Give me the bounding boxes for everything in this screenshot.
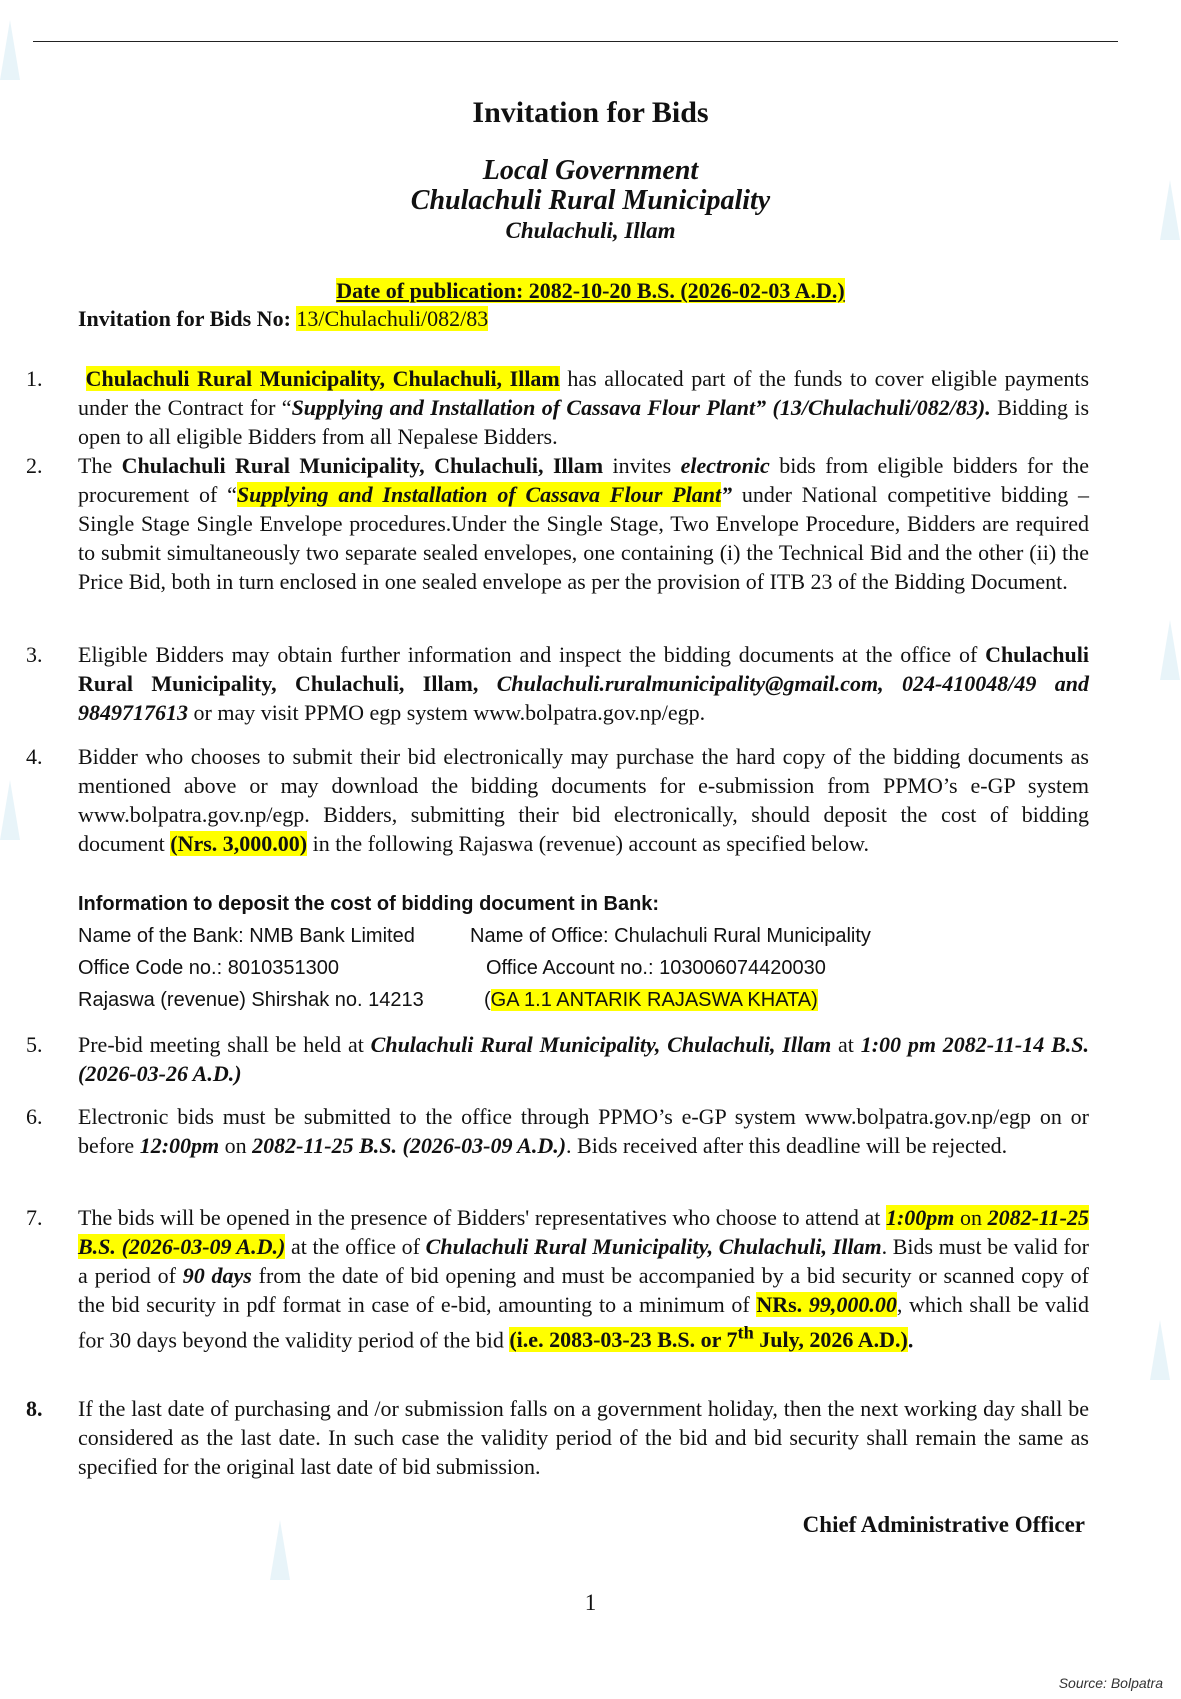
clause-1-text-end: Bidding is open to all eligible Bidders from all Nepalese Bidders. [78,395,1090,449]
clause-2-org: Chulachuli Rural Municipality, Chulachuli, Illam [121,453,604,478]
clause-number: 8. [26,1396,43,1421]
office-code: Office Code no.: 8010351300 [78,957,339,979]
clause-2-electronic: electronic [680,453,770,478]
bid-number [78,306,488,332]
clause-5-text: at [831,1032,861,1057]
clause-3-org: Chulachuli Rural Municipality, Chulachuli, Illam, [78,642,1089,696]
clause-7-text: The bids will be opened in the presence of Bidders' representatives who choose to attend at [78,1205,886,1230]
clause-number: 6. [26,1104,43,1129]
clause-6 [26,1102,1089,1160]
watermark-arrow-icon [0,780,20,840]
source-credit: Source: Bolpatra [1058,1675,1163,1691]
clause-7-time: 1:00pm [885,1205,955,1230]
bank-name: Name of the Bank: NMB Bank Limited [78,925,415,947]
clause-2-quote: ” [721,482,733,507]
clause-6-text-end: . Bids received after this deadline will be rejected. [566,1133,1008,1158]
clause-7-on: on [954,1205,988,1230]
clause-7-validity-end: July, 2026 A.D.) [753,1327,908,1353]
clause-7-validity: (i.e. 2083-03-23 B.S. or 7 [509,1327,738,1353]
org-line-1: Local Government [482,155,699,186]
clause-3 [26,640,1089,727]
clause-3-text-end: or may visit PPMO egp system www.bolpatra.gov.np/egp. [188,700,706,725]
page-number: 1 [584,1590,597,1615]
office-account: Office Account no.: 103006074420030 [486,957,826,979]
clause-8 [26,1394,1089,1481]
clause-number: 7. [26,1205,43,1230]
clause-7 [26,1203,1089,1354]
clause-7-sup: th [737,1323,754,1343]
clause-7-text: from the date of bid opening and must be accompanied by a bid security or scanned copy of the bid security in pdf format in case of e-bid, amounting to a minimum of [78,1263,1090,1317]
clause-6-date: 2082-11-25 B.S. (2026-03-09 A.D.) [252,1133,567,1158]
clause-number: 1. [26,366,43,391]
bid-number-value: 13/Chulachuli/082/83 [296,306,489,331]
khata-paren: ( [484,989,491,1011]
clause-5-text: Pre-bid meeting shall be held at [78,1032,371,1057]
bid-number-label: Invitation for Bids No: [78,306,297,331]
clause-6-time: 12:00pm [139,1133,220,1158]
clause-5 [26,1030,1089,1088]
clause-7-nrs: NRs. [756,1292,809,1317]
clause-5-datetime: 1:00 pm 2082-11-14 B.S. (2026-03-26 A.D.) [78,1032,1089,1086]
clause-3-text: Eligible Bidders may obtain further information and inspect the bidding documents at the office of [78,642,986,667]
clause-4-cost: (Nrs. 3,000.00) [170,831,308,856]
top-rule [33,41,1118,42]
clause-1-org: Chulachuli Rural Municipality, Chulachuli, Illam [85,366,560,391]
clause-7-date: 2082-11-25 B.S. (2026-03-09 A.D.) [78,1205,1090,1259]
clause-2-text: invites [603,453,681,478]
clause-4 [26,742,1089,858]
watermark-arrow-icon [1160,620,1180,680]
org-line-3: Chulachuli, Illam [505,218,676,243]
clause-2-text: The [78,453,122,478]
bank-info-heading [78,888,659,920]
clause-number: 3. [26,642,43,667]
khata-text: GA 1.1 ANTARIK RAJASWA KHATA) [490,989,818,1011]
clause-3-contact: Chulachuli.ruralmunicipality@gmail.com, 024-410048/49 and 9849717613 [78,671,1090,725]
clause-number: 4. [26,744,43,769]
clause-1 [26,364,1089,451]
clause-8-text: If the last date of purchasing and /or submission falls on a government holiday, then the next working day shall be considered as the last date. In such case the validity period of the bid and bid security shall remain the same as specified for the original last date of bid submission. [78,1396,1089,1479]
watermark-arrow-icon [270,1520,290,1580]
publication-date-text: Date of publication: 2082-10-20 B.S. (2026-02-03 A.D.) [336,278,845,303]
clause-number: 2. [26,453,43,478]
clause-7-days: 90 days [182,1263,252,1288]
clause-4-text: Bidder who chooses to submit their bid electronically may purchase the hard copy of the bidding documents as mentioned above or may download the bidding documents for e-submission from PPMO’s e-GP system www.bolpatra.gov.np/egp. Bidders, submitting their bid electronically, should deposit the cost of bidding document [78,744,1089,856]
clause-7-text: , which shall be valid for 30 days beyond the validity period of the bid [78,1292,1089,1353]
rajaswa-shirshak: Rajaswa (revenue) Shirshak no. 14213 [78,989,424,1011]
office-name: Name of Office: Chulachuli Rural Municipality [470,925,871,947]
rajaswa-khata [484,984,818,1016]
clause-6-text: on [219,1133,253,1158]
signatory: Chief Administrative Officer [802,1512,1085,1537]
clause-1-contract: Supplying and Installation of Cassava Flour Plant” (13/Chulachuli/082/83). [291,395,991,420]
clause-7-org: Chulachuli Rural Municipality, Chulachuli, Illam [425,1234,882,1259]
watermark-arrow-icon [1150,1320,1170,1380]
clause-2-contract: Supplying and Installation of Cassava Flour Plant [236,482,722,507]
publication-date [0,278,1181,304]
clause-7-amount: 99,000.00 [808,1292,897,1317]
clause-4-text-end: in the following Rajaswa (revenue) account as specified below. [307,831,869,856]
watermark-arrow-icon [0,20,20,80]
clause-2 [26,451,1089,596]
clause-6-text: Electronic bids must be submitted to the office through PPMO’s e-GP system www.bolpatra.gov.np/egp on or before [78,1104,1089,1158]
clause-2-text: bids from eligible bidders for the procurement of “ [78,453,1089,507]
clause-7-text: . Bids must be valid for a period of [78,1234,1089,1288]
clause-1-text: has allocated part of the funds to cover eligible payments under the Contract for “ [78,366,1090,420]
clause-5-org: Chulachuli Rural Municipality, Chulachuli, Illam [370,1032,832,1057]
clause-7-text: at the office of [285,1234,426,1259]
org-line-2: Chulachuli Rural Municipality [410,185,771,216]
clause-7-period: . [907,1327,914,1353]
clause-number: 5. [26,1032,43,1057]
clause-2-text-end: under National competitive bidding – Single Stage Single Envelope procedures.Under the Single Stage, Two Envelope Procedure, Bidders are required to submit simultaneously two separate sealed envelopes, one containing (i) the Technical Bid and the other (ii) the Price Bid, both in turn enclosed in one sealed envelope as per the provision of ITB 23 of the Bidding Document. [78,482,1089,594]
page-title: Invitation for Bids [472,96,709,129]
bank-heading-text: Information to deposit the cost of bidding document in Bank: [78,893,660,915]
